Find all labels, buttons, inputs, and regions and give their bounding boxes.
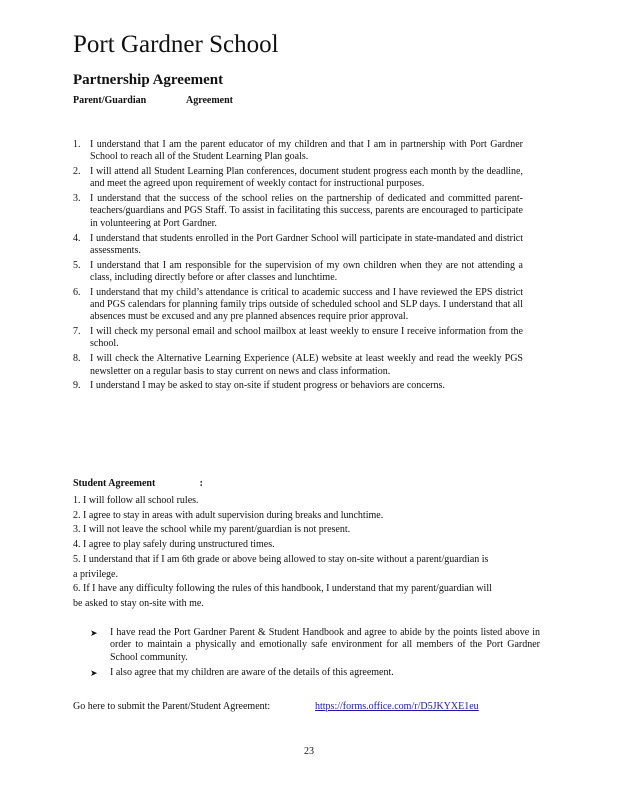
submit-line [73,701,523,712]
student-heading-colon: : [199,478,203,489]
school-name: Port Gardner School [73,31,279,58]
submit-form-link[interactable]: https://forms.office.com/r/D5JKYXE1eu [315,701,479,712]
list-item: 7. I will check my personal email and school mailbox at least weekly to ensure I receive information from the school. [73,326,523,350]
list-item: 5. I understand that I am responsible for the supervision of my own children when they are not attending a class, including directly before or after classes and lunchtime. [73,259,523,283]
list-item: 4. I understand that students enrolled in the Port Gardner School will participate in state-mandated and district assessments. [73,232,523,256]
student-agreement-list [73,494,493,612]
agreement-label: Agreement [185,95,233,106]
list-item: 4. I agree to play safely during unstructured times. [73,539,275,551]
student-heading-label: Student Agreement [73,478,156,489]
list-item: 2. I will attend all Student Learning Plan conferences, document student progress each month by the deadline, and meet the agreed upon requirement of weekly contact for instructional purposes. [73,166,523,190]
list-item: ➤ I also agree that my children are aware of the details of this agreement. [90,666,394,678]
list-item: 9. I understand I may be asked to stay on-site if student progress or behaviors are concerns. [73,380,445,392]
list-item: ➤ I have read the Port Gardner Parent & Student Handbook and agree to abide by the points listed above in order to maintain a physically and emotionally safe environment for all members of the Port Gardner School community. [90,627,540,663]
list-item: 1. I understand that I am the parent educator of my children and that I am in partnership with Port Gardner School to reach all of the Student Learning Plan goals. [73,139,523,163]
list-item: 2. I agree to stay in areas with adult supervision during breaks and lunchtime. [73,509,384,521]
parent-agreement-list [73,139,523,395]
list-item: 1. I will follow all school rules. [73,495,199,506]
arrow-bullet-icon: ➤ [90,667,98,678]
list-item: 3. I understand that the success of the school relies on the partnership of dedicated and committed parent-teachers/guardians and PGS Staff. To assist in facilitating this success, parents are encouraged to participate in volunteering at Port Gardner. [73,193,523,229]
student-agreement-heading [73,478,203,489]
list-item: 3. I will not leave the school while my parent/guardian is not present. [73,524,351,536]
list-item: 8. I will check the Alternative Learning Experience (ALE) website at least weekly and read the weekly PGS newsletter on a regular basis to stay current on news and class information. [73,353,523,377]
doc-title: Partnership Agreement [73,72,224,88]
page-number: 23 [304,746,314,757]
pg-label: Parent/Guardian [73,95,147,106]
acknowledgement-list [90,627,540,682]
list-item: 6. I understand that my child’s attendance is critical to academic success and I have reviewed the EPS district and PGS calendars for planning family trips outside of scheduled school and SLP days. I understand that all absences must be excused and any pre planned absences require prior approval. [73,286,523,323]
arrow-bullet-icon: ➤ [90,628,98,638]
list-item: 5. I understand that if I am 6th grade or above being allowed to stay on-site without a parent/guardian is a privilege. [73,553,489,580]
parent-guardian-heading [73,95,233,106]
list-item: 6. If I have any difficulty following the rules of this handbook, I understand that my parent/guardian will be asked to stay on-site with me. [73,583,492,609]
submit-label: Go here to submit the Parent/Student Agreement: [73,701,271,712]
